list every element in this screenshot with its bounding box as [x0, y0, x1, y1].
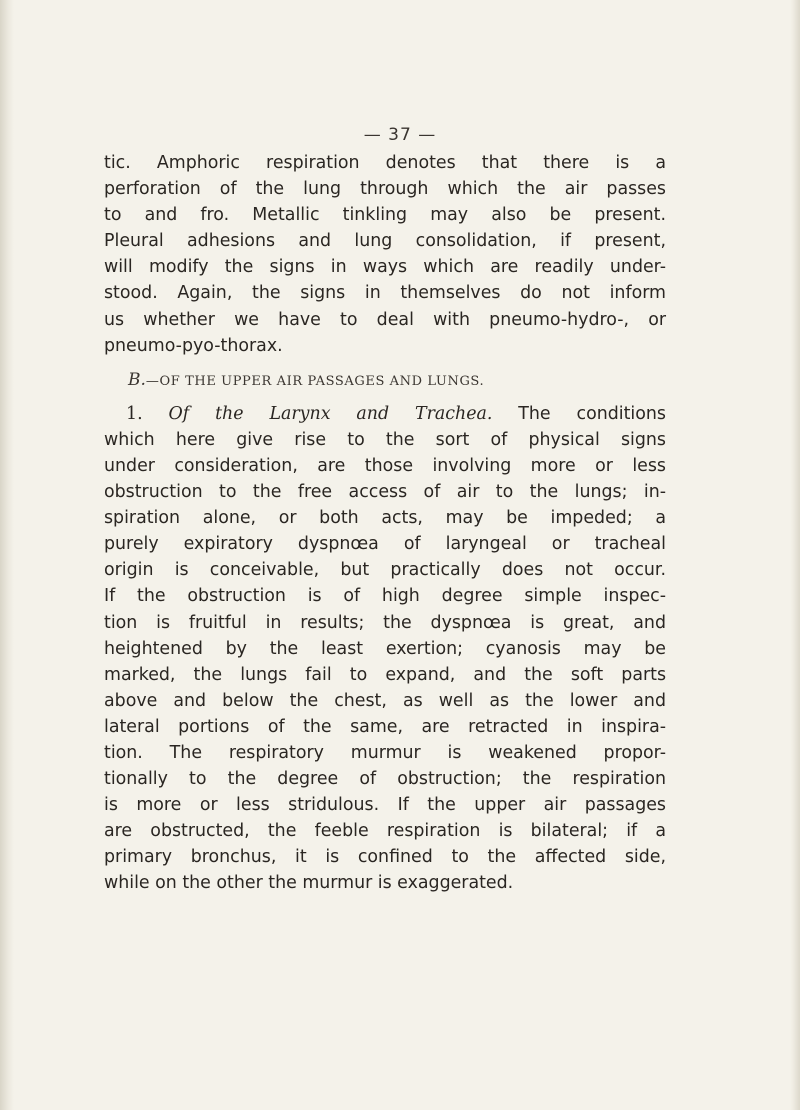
text-line: under consideration, are those involving more or less: [104, 455, 666, 476]
subsection-title: Of the Larynx and Trachea.: [168, 403, 493, 424]
subsection-first-line-text: The conditions: [518, 403, 666, 424]
text-line: spiration alone, or both acts, may be impeded; a: [104, 508, 666, 529]
text-line: origin is conceivable, but practically does not occur.: [104, 560, 666, 581]
text-line: If the obstruction is of high degree simple inspec-: [104, 586, 666, 607]
text-line: primary bronchus, it is confined to the affected side,: [104, 847, 666, 868]
page-edge-left: [0, 0, 14, 1110]
text-line: marked, the lungs fail to expand, and the soft parts: [104, 664, 666, 685]
text-line: is more or less stridulous. If the upper air passages: [104, 795, 666, 816]
page-body: [104, 150, 666, 897]
text-line: perforation of the lung through which the air passes: [104, 179, 666, 200]
text-line: Pleural adhesions and lung consolidation, if present,: [104, 231, 666, 252]
page-number: — 37 —: [363, 125, 437, 145]
text-line: heightened by the least exertion; cyanosis may be: [104, 638, 666, 659]
text-line: tionally to the degree of obstruction; the respiration: [104, 769, 666, 790]
section-heading: [104, 369, 666, 393]
text-line: tion is fruitful in results; the dyspnœa is great, and: [104, 612, 666, 633]
text-line: will modify the signs in ways which are readily under-: [104, 257, 666, 278]
paragraph-larynx-trachea: [104, 401, 666, 897]
text-line: lateral portions of the same, are retracted in inspira-: [104, 716, 666, 737]
text-line: above and below the chest, as well as the lower and: [104, 690, 666, 711]
text-line: stood. Again, the signs in themselves do not inform: [104, 283, 666, 304]
text-line: obstruction to the free access of air to the lungs; in-: [104, 482, 666, 503]
text-line: purely expiratory dyspnœa of laryngeal or tracheal: [104, 534, 666, 555]
text-line: tion. The respiratory murmur is weakened propor-: [104, 742, 666, 763]
text-line: which here give rise to the sort of physical signs: [104, 429, 666, 450]
text-line-subheading: [104, 401, 666, 427]
text-line: while on the other the murmur is exaggerated.: [104, 873, 514, 894]
section-letter: B.: [128, 369, 146, 390]
text-line: tic. Amphoric respiration denotes that there is a: [104, 153, 666, 173]
paragraph-continuation: [104, 150, 666, 359]
text-line: to and fro. Metallic tinkling may also be present.: [104, 205, 666, 226]
subsection-number: 1.: [126, 403, 143, 424]
text-line: are obstructed, the feeble respiration is bilateral; if a: [104, 821, 666, 842]
text-line: pneumo-pyo-thorax.: [104, 335, 283, 356]
section-title: —OF THE UPPER AIR PASSAGES AND LUNGS.: [145, 373, 485, 389]
text-line: us whether we have to deal with pneumo-hydro-, or: [104, 309, 666, 330]
page-edge-right: [790, 0, 800, 1110]
